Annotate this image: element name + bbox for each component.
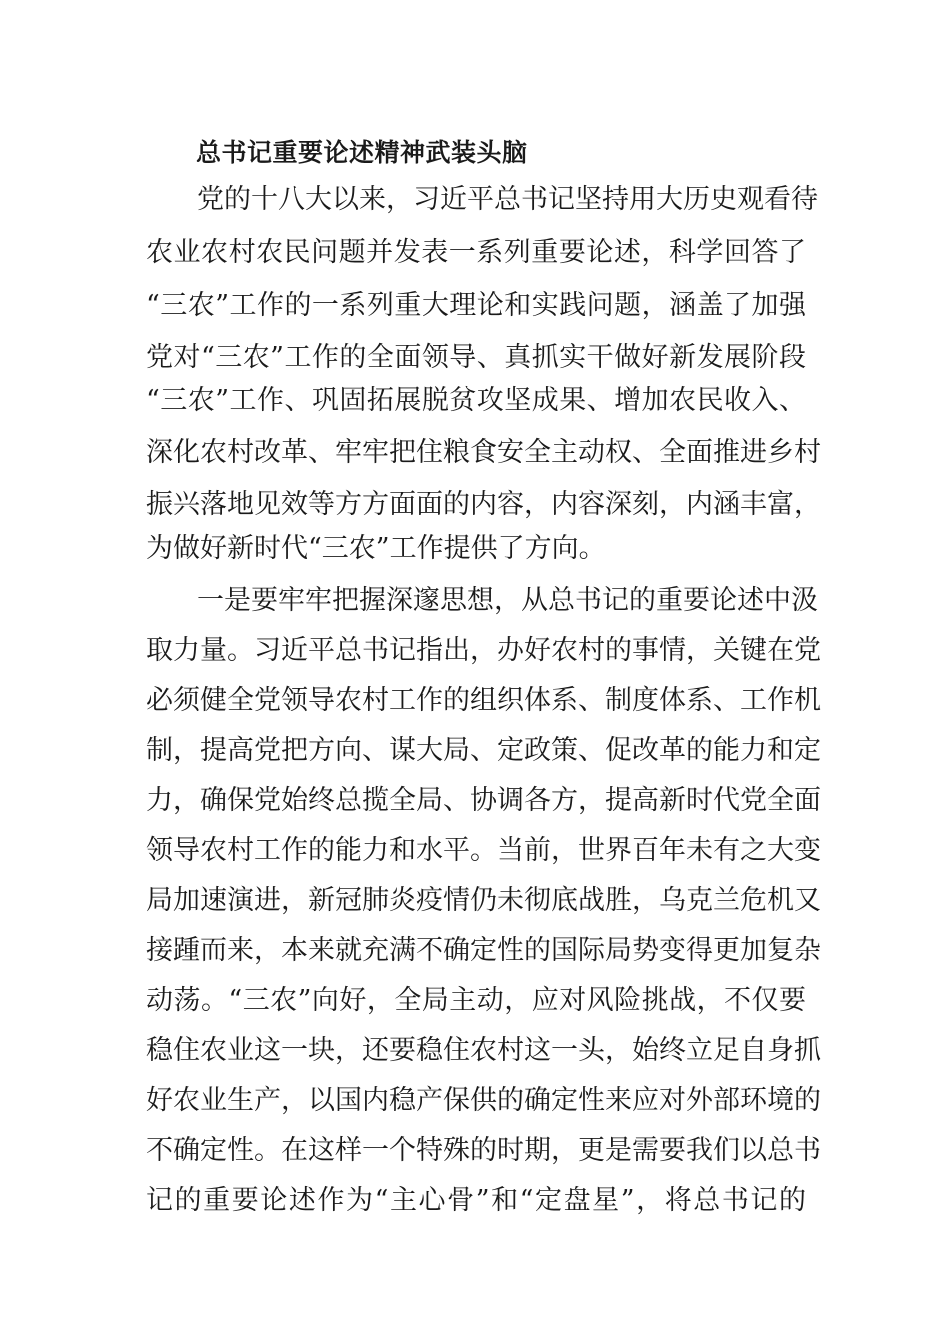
paragraph-2-line-8: 接踵而来，本来就充满不确定性的国际局势变得更加复杂 bbox=[146, 935, 821, 966]
paragraph-2-line-4: 制，提高党把方向、谋大局、定政策、促改革的能力和定 bbox=[146, 735, 821, 766]
document-title: 总书记重要论述精神武装头脑 bbox=[196, 138, 528, 167]
paragraph-2-line-3: 必须健全党领导农村工作的组织体系、制度体系、工作机 bbox=[146, 685, 821, 716]
paragraph-2-line-9: 动荡。“三农”向好，全局主动，应对风险挑战，不仅要 bbox=[146, 985, 806, 1016]
paragraph-1-line-1: 党的十八大以来，习近平总书记坚持用大历史观看待 bbox=[197, 184, 818, 215]
paragraph-1-line-5: “三农”工作、巩固拓展脱贫攻坚成果、增加农民收入、 bbox=[146, 385, 806, 416]
paragraph-1-line-3: “三农”工作的一系列重大理论和实践问题，涵盖了加强 bbox=[146, 290, 806, 321]
paragraph-1-line-6: 深化农村改革、牢牢把住粮食安全主动权、全面推进乡村 bbox=[146, 437, 821, 468]
paragraph-2-line-12: 不确定性。在这样一个特殊的时期，更是需要我们以总书 bbox=[146, 1135, 821, 1166]
paragraph-2-line-1: 一是要牢牢把握深邃思想，从总书记的重要论述中汲 bbox=[197, 585, 818, 616]
paragraph-2-line-5: 力，确保党始终总揽全局、协调各方，提高新时代党全面 bbox=[146, 785, 821, 816]
paragraph-1-line-4: 党对“三农”工作的全面领导、真抓实干做好新发展阶段 bbox=[146, 342, 806, 373]
paragraph-2-line-7: 局加速演进，新冠肺炎疫情仍未彻底战胜，乌克兰危机又 bbox=[146, 885, 821, 916]
paragraph-2-line-10: 稳住农业这一块，还要稳住农村这一头，始终立足自身抓 bbox=[146, 1035, 821, 1066]
paragraph-2-line-11: 好农业生产，以国内稳产保供的确定性来应对外部环境的 bbox=[146, 1085, 821, 1116]
paragraph-1-line-2: 农业农村农民问题并发表一系列重要论述，科学回答了 bbox=[146, 237, 806, 268]
paragraph-2-line-6: 领导农村工作的能力和水平。当前，世界百年未有之大变 bbox=[146, 835, 821, 866]
paragraph-2-line-2: 取力量。习近平总书记指出，办好农村的事情，关键在党 bbox=[146, 635, 821, 666]
paragraph-1-line-7: 振兴落地见效等方方面面的内容，内容深刻，内涵丰富， bbox=[146, 489, 821, 520]
paragraph-1-line-8: 为做好新时代“三农”工作提供了方向。 bbox=[146, 533, 606, 564]
paragraph-2-line-13: 记的重要论述作为“主心骨”和“定盘星”，将总书记的 bbox=[146, 1185, 806, 1216]
